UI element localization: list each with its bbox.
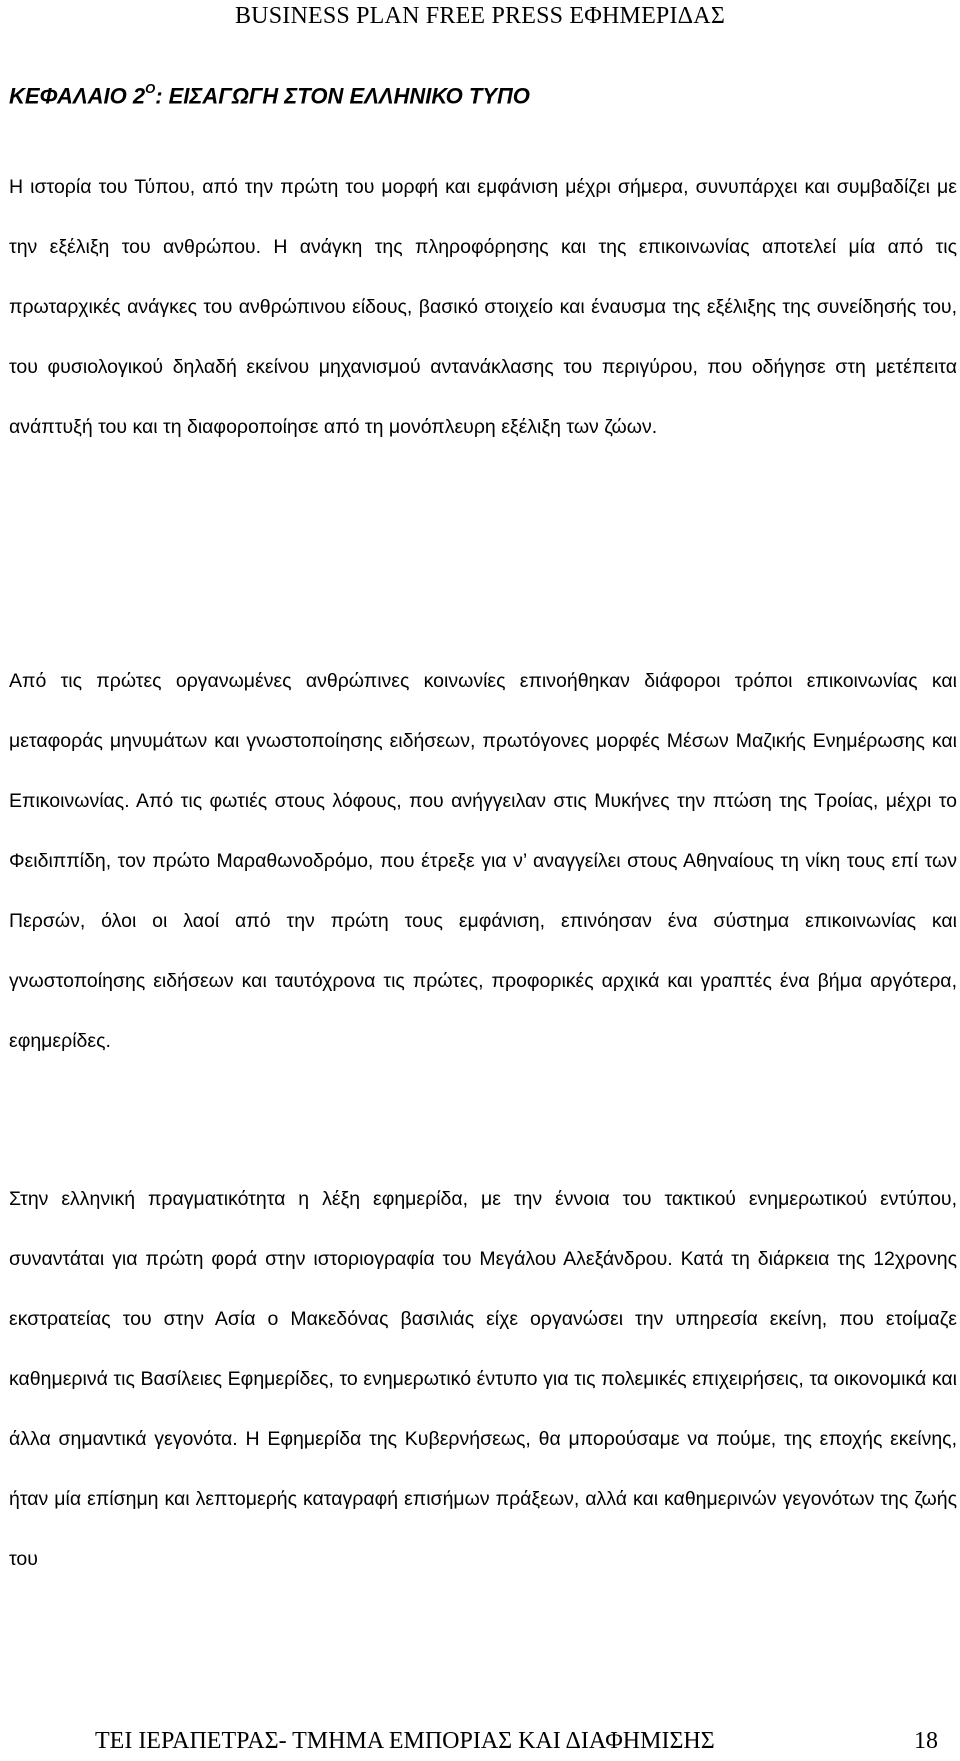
running-footer (95, 1727, 938, 1755)
footer-text: ΤΕΙ ΙΕΡΑΠΕΤΡΑΣ- ΤΜΗΜΑ ΕΜΠΟΡΙΑΣ ΚΑΙ ΔΙΑΦΗΜΙΣΗΣ (95, 1728, 715, 1754)
chapter-number-label: ΚΕΦΑΛΑΙΟ 2 (9, 83, 146, 109)
paragraph-greek-newspaper-origins: Στην ελληνική πραγματικότητα η λέξη εφημερίδα, με την έννοια του τακτικού ενημερωτικού εντύπου, συναντάται για πρώτη φορά στην ιστοριογραφία του Μεγάλου Αλεξάνδρου. Κατά τη διάρκεια της 12χρονης εκστρατείας του στην Ασία ο Μακεδόνας βασιλιάς είχε οργανώσει την υπηρεσία εκείνη, που ετοίμαζε καθημερινά τις Βασίλειες Εφημερίδες, το ενημερωτικό έντυπο για τις πολεμικές επιχειρήσεις, τα οικονομικά και άλλα σημαντικά γεγονότα. Η Εφημερίδα της Κυβερνήσεως, θα μπορούσαμε να πούμε, της εποχής εκείνης, ήταν μία επίσημη και λεπτομερής καταγραφή επισήμων πράξεων, αλλά και καθημερινών γεγονότων της ζωής του (9, 1188, 957, 1570)
paragraph-early-communication: Από τις πρώτες οργανωμένες ανθρώπινες κοινωνίες επινοήθηκαν διάφοροι τρόποι επικοινωνίας και μεταφοράς μηνυμάτων και γνωστοποίησης ειδήσεων, πρωτόγονες μορφές Μέσων Μαζικής Ενημέρωσης και Επικοινωνίας. Από τις φωτιές στους λόφους, που ανήγγειλαν στις Μυκήνες την πτώση της Τροίας, μέχρι το Φειδιππίδη, τον πρώτο Μαραθωνοδρόμο, που έτρεξε για ν’ αναγγείλει στους Αθηναίους τη νίκη τους επί των Περσών, όλοι οι λαοί από την πρώτη τους εμφάνιση, επινόησαν ένα σύστημα επικοινωνίας και γνωστοποίησης ειδήσεων και ταυτόχρονα τις πρώτες, προφορικές αρχικά και γραπτές ένα βήμα αργότερα, εφημερίδες. (9, 670, 957, 1052)
chapter-number-superscript: Ο (145, 81, 156, 96)
paragraph-history-of-press: Η ιστορία του Τύπου, από την πρώτη του μορφή και εμφάνιση μέχρι σήμερα, συνυπάρχει και συμβαδίζει με την εξέλιξη του ανθρώπου. Η ανάγκη της πληροφόρησης και της επικοινωνίας αποτελεί μία από τις πρωταρχικές ανάγκες του ανθρώπινου είδους, βασικό στοιχείο και έναυσμα της εξέλιξης της συνείδησής του, του φυσιολογικού δηλαδή εκείνου μηχανισμού αντανάκλασης του περιγύρου, που οδήγησε στη μετέπειτα ανάπτυξή του και τη διαφοροποίησε από τη μονόπλευρη εξέλιξη των ζώων. (9, 176, 957, 438)
chapter-title (9, 76, 530, 111)
chapter-title-text: : ΕΙΣΑΓΩΓΗ ΣΤΟΝ ΕΛΛΗΝΙΚΟ ΤΥΠΟ (155, 83, 530, 109)
page-number: 18 (914, 1728, 938, 1754)
running-header: BUSINESS PLAN FREE PRESS ΕΦΗΜΕΡΙΔΑΣ (234, 3, 726, 29)
